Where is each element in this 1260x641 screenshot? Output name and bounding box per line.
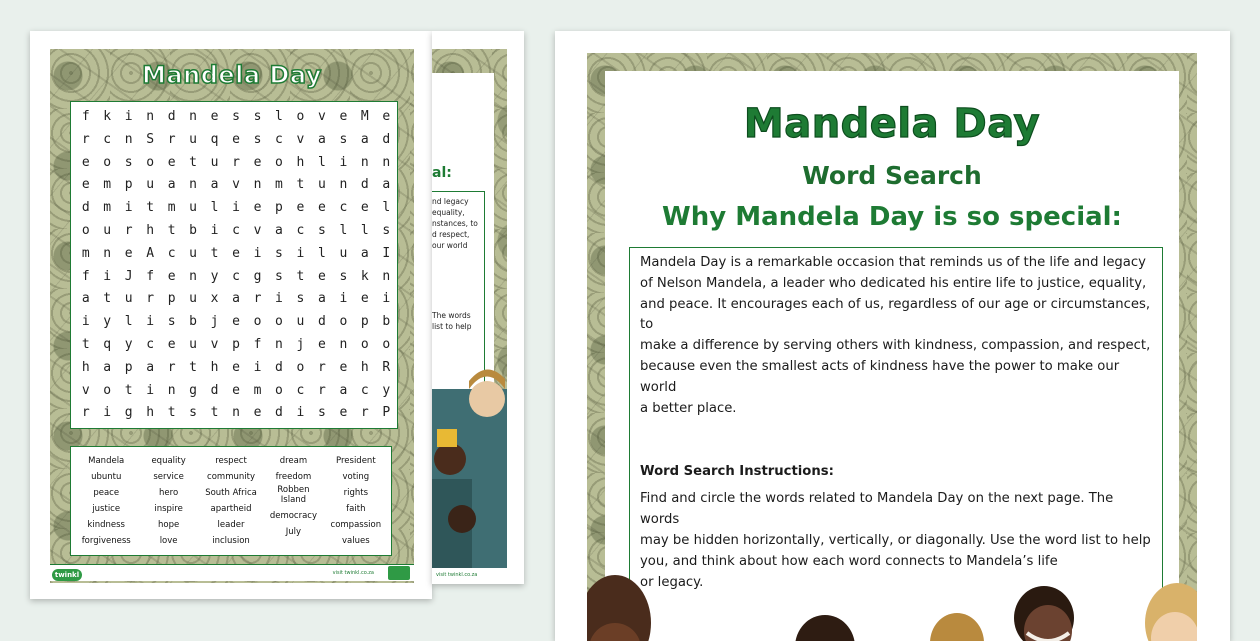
grid-letter: j [210, 314, 219, 330]
grid-letter: r [317, 359, 326, 375]
grid-letter: e [339, 405, 348, 421]
word-column [325, 453, 387, 555]
grid-letter: a [317, 291, 326, 307]
grid-letter: e [81, 177, 90, 193]
grid-letter: g [124, 405, 133, 421]
grid-letter: c [232, 268, 240, 284]
grid-letter: t [296, 268, 305, 284]
grid-row [75, 197, 397, 220]
grid-letter: r [124, 222, 133, 238]
grid-letter: s [339, 268, 348, 284]
grid-letter: e [124, 245, 133, 261]
grid-letter: t [103, 291, 112, 307]
grid-letter: i [81, 314, 90, 330]
grid-letter: k [103, 109, 112, 124]
paragraph-line: of Nelson Mandela, a leader who dedicated his entire life to justice, equality, [640, 275, 1147, 291]
grid-letter: u [189, 200, 197, 216]
section-heading: Why Mandela Day is so special: [662, 202, 1122, 232]
grid-letter: f [81, 268, 90, 284]
word-list-item: faith [346, 504, 366, 514]
grid-letter: a [167, 177, 176, 193]
grid-letter: t [124, 382, 133, 398]
grid-letter: d [317, 314, 326, 330]
grid-row [75, 129, 397, 152]
grid-letter: s [275, 245, 283, 261]
grid-letter: h [210, 359, 219, 375]
grid-letter: e [317, 336, 326, 352]
word-list-item: Mandela [88, 456, 125, 466]
grid-letter: o [339, 314, 348, 330]
grid-letter: g [189, 382, 197, 398]
grid-letter: A [146, 245, 155, 261]
grid-letter: s [232, 109, 240, 124]
grid-letter: h [81, 359, 90, 375]
grid-letter: b [382, 314, 391, 330]
grid-letter: e [232, 359, 240, 375]
grid-letter: c [232, 222, 240, 238]
grid-row [75, 380, 397, 403]
grid-letter: n [382, 154, 391, 170]
children-illustration [587, 563, 1197, 641]
grid-letter: i [296, 405, 305, 421]
grid-row [75, 106, 397, 129]
badge-icon [388, 566, 410, 580]
grid-letter: e [167, 154, 176, 170]
footer-url: visit twinkl.co.za [332, 570, 374, 576]
grid-letter: n [253, 177, 262, 193]
grid-letter: s [253, 109, 262, 124]
instructions-heading: Word Search Instructions: [640, 464, 834, 480]
back-line: nd legacy [432, 197, 469, 206]
grid-letter: e [339, 109, 348, 124]
grid-letter: n [189, 177, 197, 193]
grid-letter: t [210, 245, 219, 261]
grid-row [75, 357, 397, 380]
back-line: our world [432, 241, 468, 250]
grid-letter: e [210, 109, 219, 124]
grid-letter: d [81, 200, 90, 216]
grid-letter: o [360, 336, 369, 352]
content-panel [605, 71, 1179, 641]
grid-letter: r [232, 154, 240, 170]
instructions-line: you, and think about how each word connects to Mandela’s life [640, 553, 1058, 569]
grid-letter: o [296, 109, 305, 124]
grid-letter: e [382, 109, 391, 124]
grid-letter: e [167, 268, 176, 284]
word-list-item: inclusion [212, 536, 250, 546]
grid-letter: o [382, 336, 391, 352]
grid-row [75, 334, 397, 357]
grid-letter: p [232, 336, 240, 352]
grid-page-title: Mandela Day [142, 61, 322, 89]
grid-letter: m [167, 200, 176, 216]
grid-letter: c [296, 382, 305, 398]
grid-letter: m [253, 382, 262, 398]
grid-letter: s [124, 154, 133, 170]
grid-letter: v [81, 382, 90, 398]
grid-letter: e [167, 336, 176, 352]
back-page-heading: al: [432, 165, 452, 181]
grid-letter: v [210, 336, 219, 352]
grid-letter: m [275, 177, 283, 193]
grid-letter: j [296, 336, 305, 352]
grid-letter: s [296, 291, 305, 307]
grid-letter: q [103, 336, 112, 352]
grid-letter: y [103, 314, 112, 330]
grid-letter: n [146, 109, 155, 124]
word-list-item: Robben Island [277, 485, 310, 505]
word-list-item: love [159, 536, 178, 546]
word-list [70, 446, 392, 556]
grid-letter: q [210, 131, 219, 147]
word-list-item: compassion [330, 520, 382, 530]
grid-letter: e [253, 200, 262, 216]
word-list-item: inspire [154, 504, 183, 514]
grid-letter: c [296, 222, 305, 238]
footer-url: visit twinkl.co.za [436, 572, 478, 578]
grid-letter: o [275, 382, 283, 398]
word-search-page [30, 31, 432, 599]
grid-letter: r [167, 131, 176, 147]
back-line: list to help [432, 322, 472, 331]
grid-letter: i [296, 245, 305, 261]
grid-letter: p [124, 359, 133, 375]
word-list-item: community [207, 472, 255, 482]
word-list-item: leader [217, 520, 245, 530]
grid-letter: s [317, 405, 326, 421]
grid-letter: a [317, 131, 326, 147]
word-list-item: justice [92, 504, 121, 514]
grid-letter: e [317, 268, 326, 284]
grid-letter: r [167, 359, 176, 375]
grid-letter: o [253, 314, 262, 330]
grid-letter: a [146, 359, 155, 375]
word-list-item: hero [159, 488, 179, 498]
grid-letter: i [339, 291, 348, 307]
grid-letter: t [210, 405, 219, 421]
grid-letter: t [189, 359, 197, 375]
grid-letter: h [146, 222, 155, 238]
grid-letter: r [81, 131, 90, 147]
grid-letter: J [124, 268, 133, 284]
grid-letter: u [210, 154, 219, 170]
grid-letter: i [382, 291, 391, 307]
grid-letter: s [382, 222, 391, 238]
word-list-item: ubuntu [91, 472, 122, 482]
word-list-item: dream [279, 456, 308, 466]
grid-letter: s [275, 268, 283, 284]
grid-letter: s [167, 314, 176, 330]
word-list-item: service [153, 472, 184, 482]
twinkl-logo: twinkl [52, 569, 82, 581]
grid-letter: u [189, 131, 197, 147]
grid-letter: r [317, 382, 326, 398]
grid-letter: h [360, 359, 369, 375]
grid-letter: a [232, 291, 240, 307]
word-list-item: voting [342, 472, 370, 482]
grid-letter: e [232, 245, 240, 261]
grid-letter: c [167, 245, 176, 261]
grid-letter: a [81, 291, 90, 307]
grid-letter: c [146, 336, 155, 352]
information-page [555, 31, 1230, 641]
word-list-item: equality [151, 456, 186, 466]
grid-letter: r [360, 405, 369, 421]
grid-letter: o [103, 154, 112, 170]
grid-letter: v [232, 177, 240, 193]
word-list-item: freedom [275, 472, 312, 482]
grid-letter: i [124, 109, 133, 124]
grid-letter: e [296, 200, 305, 216]
paragraph-line: and peace. It encourages each of us, regardless of our age or circumstances, to [640, 296, 1151, 333]
page-subtitle: Word Search [802, 161, 982, 190]
grid-letter: d [167, 109, 176, 124]
grid-letter: a [382, 177, 391, 193]
grid-letter: d [210, 382, 219, 398]
grid-letter: P [382, 405, 391, 421]
grid-row [75, 311, 397, 334]
grid-letter: o [103, 382, 112, 398]
grid-letter: u [103, 222, 112, 238]
grid-letter: o [81, 222, 90, 238]
grid-letter: y [210, 268, 219, 284]
decorative-border [587, 53, 1197, 641]
grid-letter: e [360, 291, 369, 307]
grid-letter: p [124, 177, 133, 193]
grid-row [75, 266, 397, 289]
grid-letter: o [296, 359, 305, 375]
grid-row [75, 220, 397, 243]
grid-letter: s [253, 131, 262, 147]
grid-letter: e [232, 131, 240, 147]
grid-letter: I [382, 245, 391, 261]
instructions-line: may be hidden horizontally, vertically, or diagonally. Use the word list to help [640, 532, 1151, 548]
grid-letter: u [146, 177, 155, 193]
grid-letter: b [189, 222, 197, 238]
back-line: nstances, to [432, 219, 478, 228]
word-column [200, 453, 262, 555]
instructions-line: or legacy. [640, 574, 704, 590]
grid-letter: d [360, 177, 369, 193]
grid-letter: i [232, 200, 240, 216]
grid-letter: i [103, 405, 112, 421]
grid-letter: s [317, 222, 326, 238]
grid-letter: s [339, 131, 348, 147]
paragraph-line: make a difference by serving others with kindness, compassion, and respect, [640, 338, 1151, 354]
grid-letter: u [339, 245, 348, 261]
grid-letter: R [382, 359, 391, 375]
grid-letter: e [232, 382, 240, 398]
grid-letter: l [339, 222, 348, 238]
word-column [137, 453, 199, 555]
word-list-item: kindness [87, 520, 125, 530]
grid-letter: i [339, 154, 348, 170]
grid-letter: h [146, 405, 155, 421]
grid-letter: a [339, 382, 348, 398]
grid-letter: l [275, 109, 283, 124]
grid-letter: i [210, 222, 219, 238]
decorative-border [50, 49, 414, 583]
grid-letter: t [146, 200, 155, 216]
paragraph-line: Mandela Day is a remarkable occasion that reminds us of the life and legacy [640, 255, 1146, 270]
word-list-item: democracy [269, 511, 318, 521]
grid-letter: l [124, 314, 133, 330]
grid-letter: u [189, 336, 197, 352]
grid-letter: i [146, 314, 155, 330]
grid-letter: p [360, 314, 369, 330]
word-list-item: values [342, 536, 370, 546]
grid-letter: d [275, 359, 283, 375]
grid-letter: r [81, 405, 90, 421]
grid-letter: c [339, 200, 348, 216]
grid-letter: a [275, 222, 283, 238]
grid-letter: t [167, 222, 176, 238]
grid-letter: S [146, 131, 155, 147]
grid-letter: a [360, 131, 369, 147]
page-title: Mandela Day [743, 101, 1041, 147]
grid-letter: e [317, 200, 326, 216]
grid-letter: h [296, 154, 305, 170]
word-list-item: peace [93, 488, 120, 498]
grid-letter: l [317, 154, 326, 170]
grid-letter: n [124, 131, 133, 147]
grid-letter: e [253, 154, 262, 170]
grid-letter: v [296, 131, 305, 147]
paragraph-line: a better place. [640, 400, 737, 416]
grid-letter: v [253, 222, 262, 238]
word-list-item: President [336, 456, 376, 466]
grid-letter: i [124, 200, 133, 216]
grid-letter: b [189, 314, 197, 330]
grid-letter: d [382, 131, 391, 147]
grid-letter: v [317, 109, 326, 124]
grid-letter: e [81, 154, 90, 170]
back-page-content [432, 73, 494, 403]
grid-letter: e [360, 200, 369, 216]
grid-letter: o [146, 154, 155, 170]
grid-letter: t [81, 336, 90, 352]
grid-letter: a [210, 177, 219, 193]
word-list-item: apartheid [210, 504, 252, 514]
grid-letter: l [360, 222, 369, 238]
grid-letter: m [81, 245, 90, 261]
grid-letter: i [146, 382, 155, 398]
grid-letter: f [253, 336, 262, 352]
letter-grid [70, 101, 398, 429]
children-illustration [432, 359, 507, 568]
grid-letter: n [382, 268, 391, 284]
grid-letter: p [167, 291, 176, 307]
grid-letter: n [189, 268, 197, 284]
grid-letter: n [275, 336, 283, 352]
grid-letter: i [253, 245, 262, 261]
grid-letter: g [253, 268, 262, 284]
grid-letter: M [360, 109, 369, 124]
grid-letter: u [124, 291, 133, 307]
grid-letter: n [339, 177, 348, 193]
back-line: The words [432, 311, 471, 320]
grid-letter: s [189, 405, 197, 421]
grid-row [75, 152, 397, 175]
grid-letter: l [317, 245, 326, 261]
grid-letter: p [275, 200, 283, 216]
word-column [75, 453, 137, 555]
grid-letter: k [360, 268, 369, 284]
grid-letter: t [189, 154, 197, 170]
grid-letter: y [124, 336, 133, 352]
grid-letter: o [275, 314, 283, 330]
grid-letter: x [210, 291, 219, 307]
grid-letter: o [275, 154, 283, 170]
grid-letter: l [210, 200, 219, 216]
grid-letter: n [339, 336, 348, 352]
word-list-item: forgiveness [81, 536, 131, 546]
grid-letter: l [382, 200, 391, 216]
grid-letter: u [296, 314, 305, 330]
grid-letter: e [232, 314, 240, 330]
grid-letter: i [275, 291, 283, 307]
word-list-item: hope [158, 520, 180, 530]
grid-letter: u [189, 291, 197, 307]
grid-letter: f [146, 268, 155, 284]
grid-letter: n [167, 382, 176, 398]
grid-letter: t [296, 177, 305, 193]
back-line: d respect, [432, 230, 470, 239]
grid-letter: a [103, 359, 112, 375]
grid-letter: m [103, 200, 112, 216]
grid-letter: u [317, 177, 326, 193]
word-list-item: respect [215, 456, 247, 466]
grid-letter: n [189, 109, 197, 124]
word-list-item: July [285, 527, 302, 537]
grid-letter: u [189, 245, 197, 261]
grid-row [75, 288, 397, 311]
grid-letter: e [339, 359, 348, 375]
word-list-item: South Africa [205, 488, 257, 498]
grid-row [75, 174, 397, 197]
decorative-border [432, 49, 507, 568]
grid-letter: m [103, 177, 112, 193]
grid-letter: f [81, 109, 90, 124]
grid-letter: i [253, 359, 262, 375]
word-list-item: rights [343, 488, 369, 498]
grid-letter: d [275, 405, 283, 421]
grid-row [75, 243, 397, 266]
grid-letter: n [103, 245, 112, 261]
grid-letter: c [103, 131, 112, 147]
paragraph-line: because even the smallest acts of kindness have the power to make our world [640, 358, 1120, 395]
grid-letter: c [360, 382, 369, 398]
back-page [432, 31, 524, 584]
grid-letter: r [146, 291, 155, 307]
grid-letter: n [360, 154, 369, 170]
grid-letter: t [167, 405, 176, 421]
instructions-line: Find and circle the words related to Mandela Day on the next page. The words [640, 491, 1114, 528]
word-column [262, 453, 324, 555]
grid-letter: n [232, 405, 240, 421]
grid-letter: e [253, 405, 262, 421]
grid-letter: i [103, 268, 112, 284]
page-footer [50, 564, 414, 581]
grid-letter: r [253, 291, 262, 307]
grid-letter: c [275, 131, 283, 147]
back-line: equality, [432, 208, 465, 217]
grid-letter: a [360, 245, 369, 261]
grid-row [75, 402, 397, 425]
grid-letter: y [382, 382, 391, 398]
